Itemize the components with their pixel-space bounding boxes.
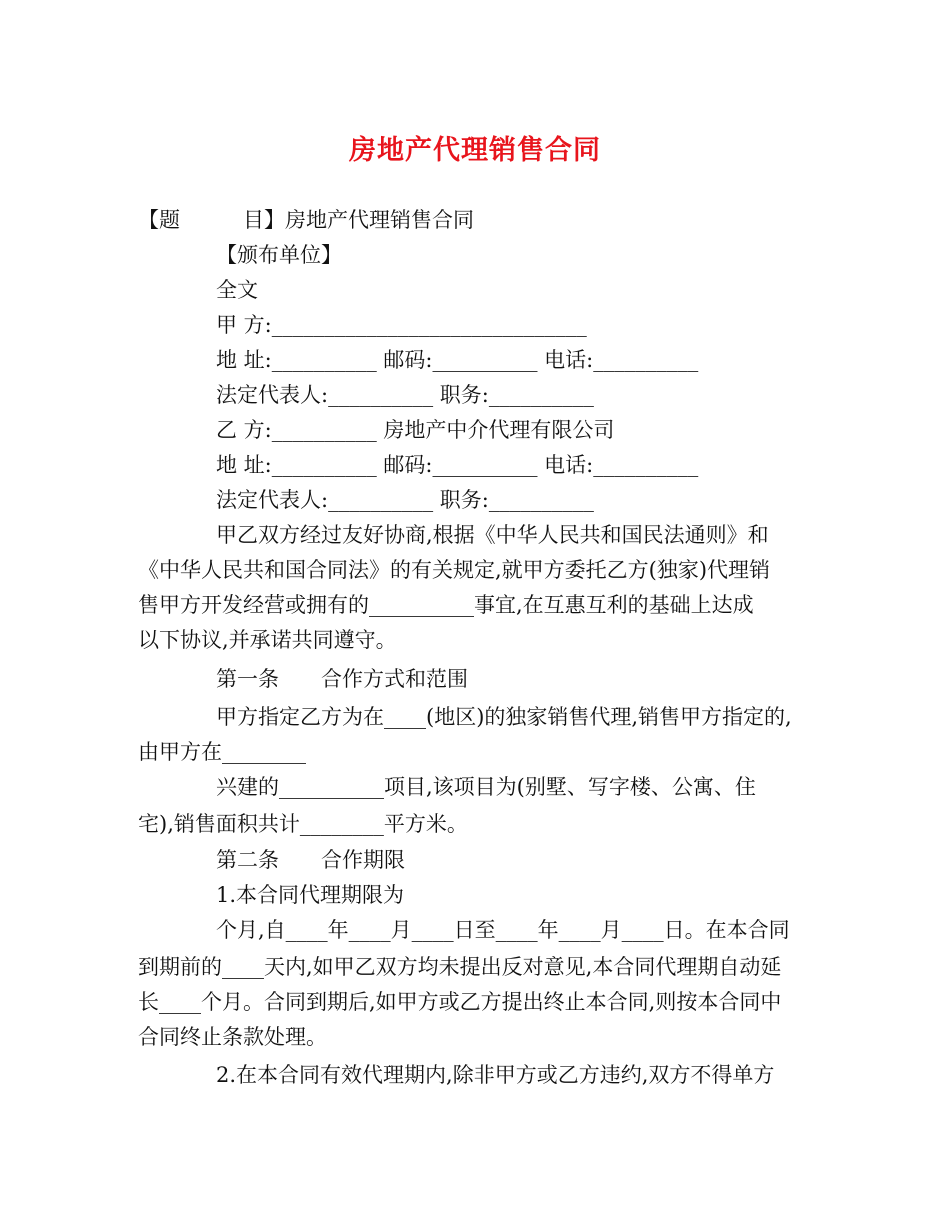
preamble-line-1: 甲乙双方经过友好协商,根据《中华人民共和国民法通则》和 (216, 523, 769, 547)
party-a-representative-line: 法定代表人:__________ 职务:__________ (216, 383, 594, 407)
party-a-address-line: 地 址:__________ 邮码:__________ 电话:__________ (216, 348, 699, 372)
article-1-line-2: 由甲方在________ (138, 740, 306, 764)
preamble-line-2: 《中华人民共和国合同法》的有关规定,就甲方委托乙方(独家)代理销 (138, 558, 771, 582)
article-1-line-3: 兴建的__________项目,该项目为(别墅、写字楼、公寓、住 (216, 775, 756, 799)
article-2-line-4: 长____个月。合同到期后,如甲方或乙方提出终止本合同,则按本合同中 (138, 990, 782, 1014)
article-2-item-2: 2.在本合同有效代理期内,除非甲方或乙方违约,双方不得单方 (216, 1063, 775, 1087)
party-b-representative-line: 法定代表人:__________ 职务:__________ (216, 488, 594, 512)
preamble-line-3: 售甲方开发经营或拥有的__________事宜,在互惠互利的基础上达成 (138, 593, 754, 617)
preamble-line-4: 以下协议,并承诺共同遵守。 (138, 628, 397, 652)
heading-issuer: 【颁布单位】 (216, 243, 342, 267)
document-title: 房地产代理销售合同 (349, 135, 601, 166)
party-a-line: 甲 方:______________________________ (216, 313, 587, 337)
article-2-line-2: 个月,自____年____月____日至____年____月____日。在本合同 (216, 918, 790, 942)
article-2-line-3: 到期前的____天内,如甲乙双方均未提出反对意见,本合同代理期自动延 (138, 955, 782, 979)
heading-subject: 【题 目】房地产代理销售合同 (138, 208, 474, 232)
article-1-line-1: 甲方指定乙方为在____(地区)的独家销售代理,销售甲方指定的, (216, 705, 792, 729)
article-1-heading: 第一条 合作方式和范围 (216, 667, 468, 691)
article-1-line-4: 宅),销售面积共计________平方米。 (138, 812, 468, 836)
article-2-item-1: 1.本合同代理期限为 (216, 883, 405, 907)
party-b-address-line: 地 址:__________ 邮码:__________ 电话:__________ (216, 453, 699, 477)
party-b-line: 乙 方:__________ 房地产中介代理有限公司 (216, 418, 615, 442)
article-2-heading: 第二条 合作期限 (216, 848, 405, 872)
heading-fulltext: 全文 (216, 278, 258, 302)
article-2-line-5: 合同终止条款处理。 (138, 1025, 327, 1049)
